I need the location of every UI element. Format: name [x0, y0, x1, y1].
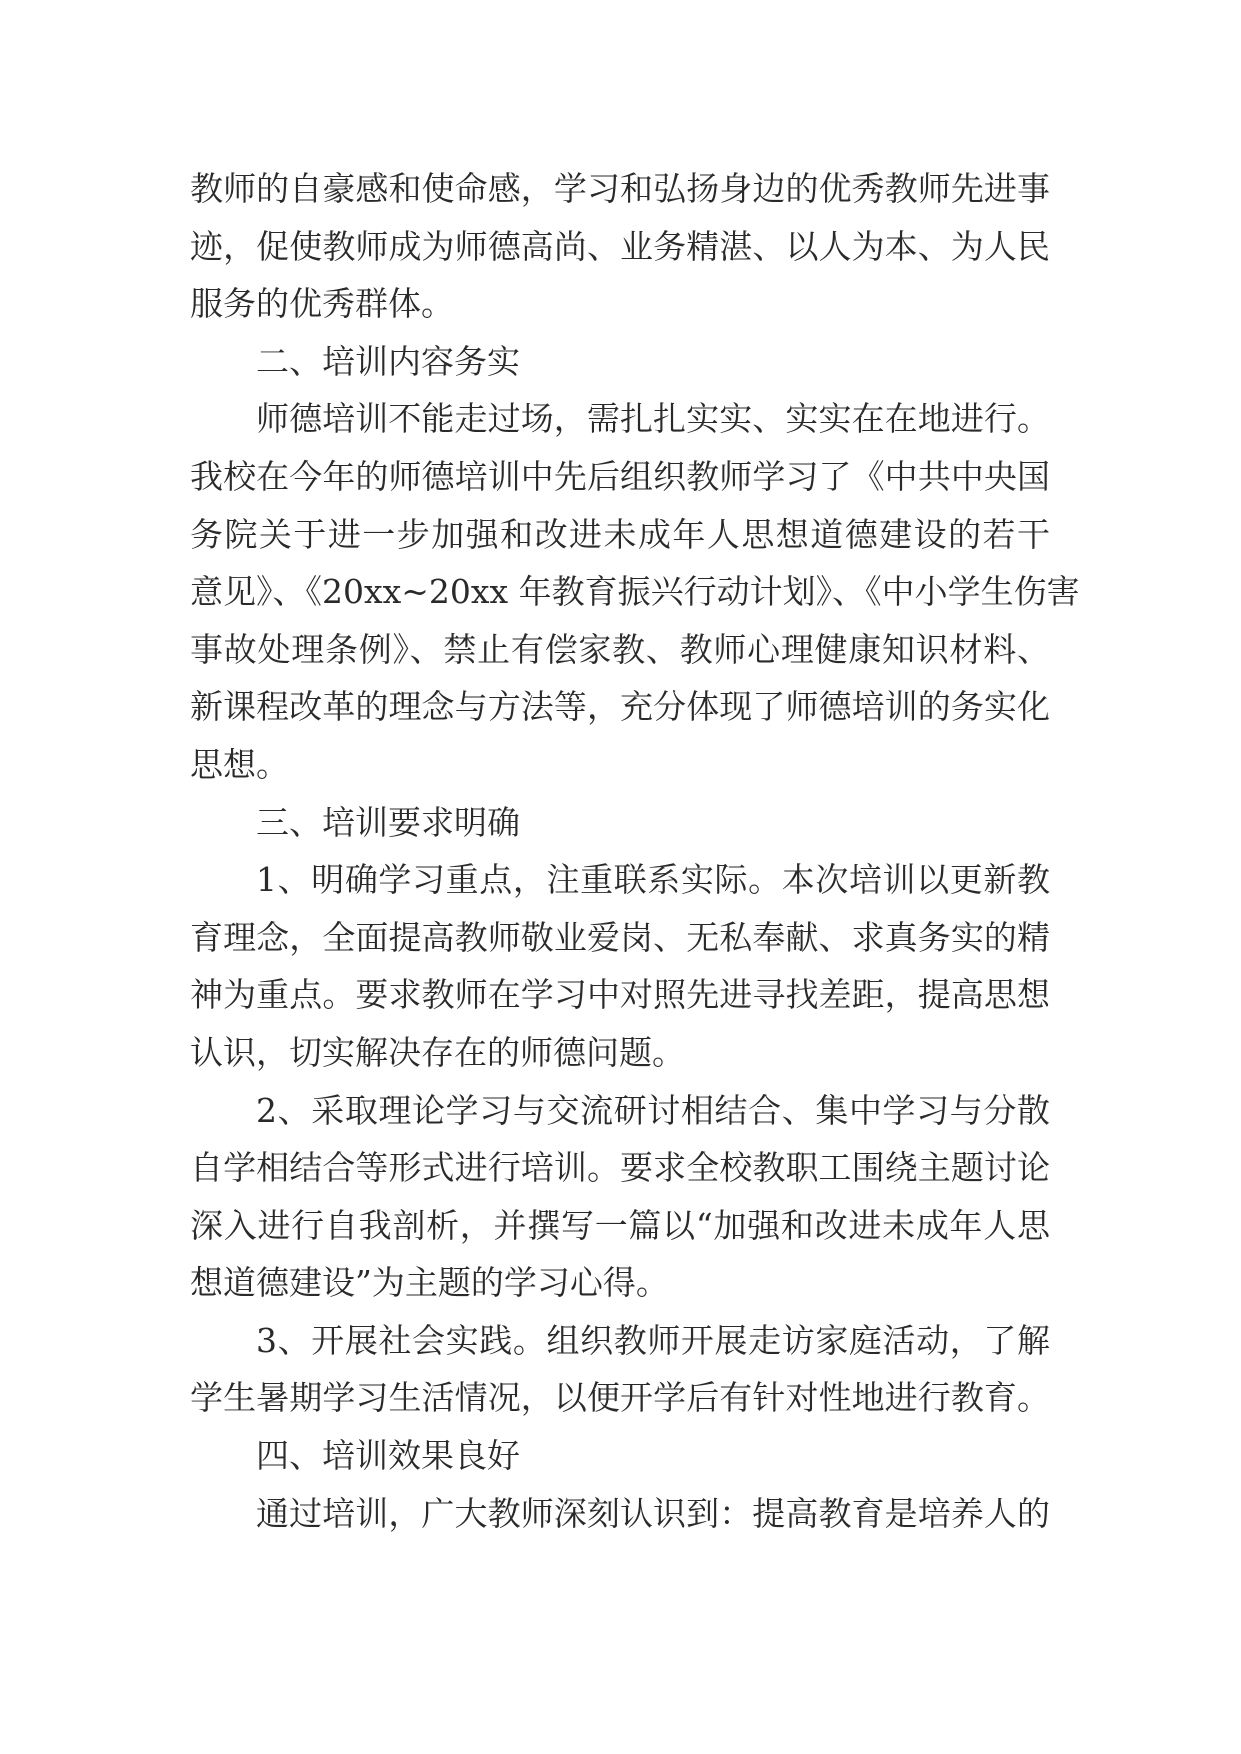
- text-line: 自学相结合等形式进行培训。要求全校教职工围绕主题讨论: [190, 1148, 1050, 1188]
- text-line: 服务的优秀群体。: [190, 284, 454, 324]
- text-line: 新课程改革的理念与方法等，充分体现了师德培训的务实化: [190, 687, 1050, 727]
- text-line: 深入进行自我剖析，并撰写一篇以“加强和改进未成年人思: [190, 1205, 1050, 1245]
- text-line: 3、开展社会实践。组织教师开展走访家庭活动，了解: [256, 1320, 1050, 1360]
- text-line: 迹，促使教师成为师德高尚、业务精湛、以人为本、为人民: [190, 226, 1050, 266]
- text-line: 1、明确学习重点，注重联系实际。本次培训以更新教: [256, 860, 1050, 900]
- text-line: 认识，切实解决存在的师德问题。: [190, 1032, 685, 1072]
- text-line: 想道德建设”为主题的学习心得。: [190, 1263, 669, 1303]
- text-line: 师德培训不能走过场，需扎扎实实、实实在在地进行。: [256, 399, 1050, 439]
- text-line: 学生暑期学习生活情况，以便开学后有针对性地进行教育。: [190, 1378, 1050, 1418]
- section-heading: 四、培训效果良好: [256, 1436, 520, 1476]
- text-line: 2、采取理论学习与交流研讨相结合、集中学习与分散: [256, 1090, 1050, 1130]
- section-heading: 三、培训要求明确: [256, 802, 520, 842]
- text-line: 思想。: [190, 744, 289, 784]
- document-body: [190, 160, 1080, 1542]
- text-line: 教师的自豪感和使命感，学习和弘扬身边的优秀教师先进事: [190, 169, 1050, 208]
- section-heading: 二、培训内容务实: [256, 341, 520, 381]
- text-line: 育理念，全面提高教师敬业爱岗、无私奉献、求真务实的精: [190, 917, 1050, 957]
- text-line: 通过培训，广大教师深刻认识到：提高教育是培养人的: [256, 1493, 1050, 1533]
- text-line: 意见》、《20xx~20xx 年教育振兴行动计划》、《中小学生伤害: [190, 572, 1080, 612]
- text-line: 我校在今年的师德培训中先后组织教师学习了《中共中央国: [190, 456, 1050, 496]
- text-line: 神为重点。要求教师在学习中对照先进寻找差距，提高思想: [190, 975, 1050, 1015]
- text-line: 务院关于进一步加强和改进未成年人思想道德建设的若干: [190, 514, 1050, 554]
- text-line: 事故处理条例》、禁止有偿家教、教师心理健康知识材料、: [190, 629, 1050, 669]
